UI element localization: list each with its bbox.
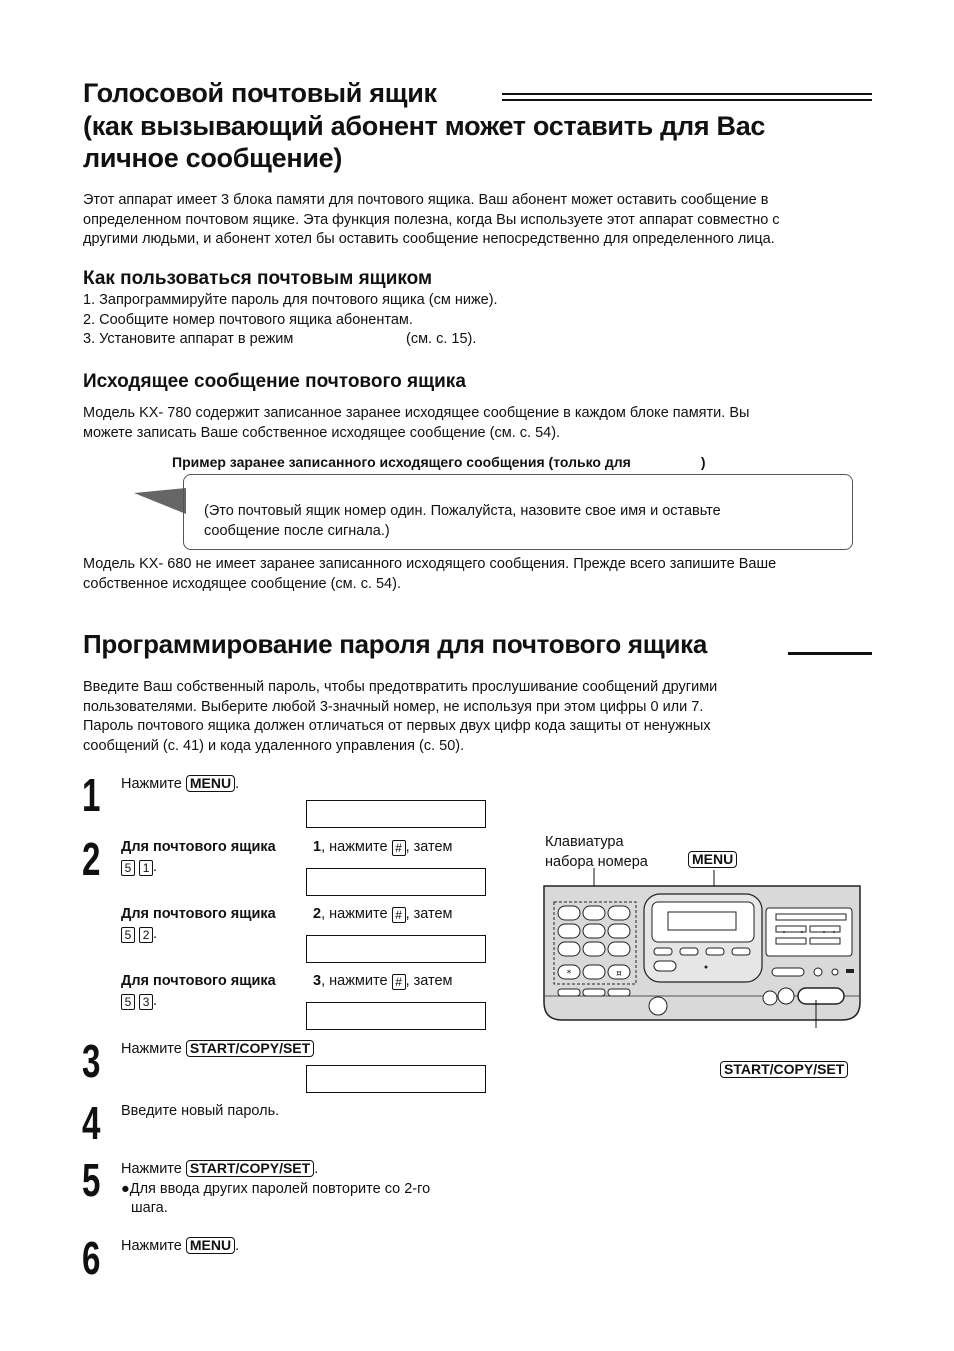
- digit-key-1: 1: [139, 860, 153, 876]
- page-subtitle-line2: личное сообщение): [83, 143, 343, 173]
- step-number-6: 6: [82, 1232, 101, 1284]
- hash-key: #: [392, 907, 406, 923]
- example-caption: Пример заранее записанного исходящего сообщения (только для ): [172, 454, 706, 470]
- step3-text: Нажмите START/COPY/SET: [121, 1040, 314, 1060]
- step2-mailbox-1: Для почтового ящика 1, нажмите # , затем 5 1 .: [121, 839, 453, 875]
- howto-list: [83, 291, 498, 350]
- title-rule: [502, 93, 872, 101]
- outgoing-paragraph: Модель KX- 780 содержит записанное заранее исходящее сообщение в каждом блоке памяти. Вы можете записать Ваше собственное исходящее сообщение (см. с. 54).: [83, 405, 750, 441]
- display-box: [306, 800, 486, 828]
- step-number-5: 5: [82, 1154, 101, 1206]
- step-number-2: 2: [82, 833, 101, 885]
- digit-key-5: 5: [121, 927, 135, 943]
- section2-rule: [788, 652, 872, 655]
- svg-text:*: *: [566, 969, 572, 979]
- step2-mailbox-3: Для почтового ящика 3, нажмите # , затем 5 3 .: [121, 973, 453, 1009]
- step-number-4: 4: [82, 1097, 101, 1149]
- digit-key-5: 5: [121, 860, 135, 876]
- step5-text: Нажмите START/COPY/SET . ●Для ввода других паролей повторите со 2-го шага.: [121, 1160, 431, 1216]
- page-title: Голосовой почтовый ящик: [83, 78, 437, 108]
- display-box: [306, 868, 486, 896]
- digit-key-2: 2: [139, 927, 153, 943]
- display-box: [306, 1002, 486, 1030]
- step4-text: Введите новый пароль.: [121, 1103, 280, 1119]
- menu-key: MENU: [186, 775, 235, 792]
- menu-key: MENU: [186, 1237, 235, 1254]
- bubble-text: (Это почтовый ящик номер один. Пожалуйста, назовите свое имя и оставьте сообщение после сигнала.): [204, 503, 721, 539]
- list-item: 1. Запрограммируйте пароль для почтового ящика (см ниже).: [83, 292, 498, 308]
- step2-mailbox-2: Для почтового ящика 2, нажмите # , затем 5 2 .: [121, 906, 453, 942]
- start-copy-set-key: START/COPY/SET: [186, 1160, 314, 1177]
- step-number-3: 3: [82, 1035, 101, 1087]
- display-box: [306, 1065, 486, 1093]
- list-item: 3. Установите аппарат в режим (см. с. 15).: [83, 331, 477, 347]
- step-number-1: 1: [82, 769, 101, 821]
- start-copy-set-key: START/COPY/SET: [186, 1040, 314, 1057]
- figure-start-label: START/COPY/SET: [720, 1061, 848, 1079]
- display-box: [306, 935, 486, 963]
- step1-text: Нажмите MENU .: [121, 775, 240, 792]
- section2-intro: Введите Ваш собственный пароль, чтобы предотвратить прослушивание сообщений другими пользователями. Выберите любой 3-значный номер, не используя при этом цифры 0 или 7. Пароль почтового ящика должен отличаться от первых двух цифр кода защиты от ненужных сообщений (с. 41) и кода удаленного управления (с. 50).: [83, 679, 718, 754]
- hash-key: #: [392, 840, 406, 856]
- svg-text:¤: ¤: [616, 969, 622, 979]
- outgoing-heading: Исходящее сообщение почтового ящика: [83, 371, 466, 392]
- page-subtitle-line1: (как вызывающий абонент может оставить для Вас: [83, 111, 766, 141]
- howto-heading: Как пользоваться почтовым ящиком: [83, 268, 433, 289]
- keypad-label: Клавиатура набора номера: [545, 834, 648, 870]
- outgoing-paragraph-2: Модель KX- 680 не имеет заранее записанного исходящего сообщения. Прежде всего запишите Ваше собственное исходящее сообщение (см. с. 54).: [83, 556, 777, 592]
- hash-key: #: [392, 974, 406, 990]
- figure-menu-label: MENU: [688, 851, 737, 869]
- section2-title: Программирование пароля для почтового ящика: [83, 629, 707, 659]
- digit-key-5: 5: [121, 994, 135, 1010]
- speech-pointer: [134, 488, 186, 514]
- fax-machine-illustration: [540, 868, 865, 1028]
- list-item: 2. Сообщите номер почтового ящика абонентам.: [83, 311, 413, 328]
- intro-paragraph: Этот аппарат имеет 3 блока памяти для почтового ящика. Ваш абонент может оставить сообщение в определенном почтовом ящике. Эта функция полезна, когда Вы используете этот аппарат совместно с другими людьми, и абонент хотел бы оставить сообщение непосредственно для определенного лица.: [83, 192, 780, 247]
- step6-text: Нажмите MENU .: [121, 1237, 240, 1254]
- digit-key-3: 3: [139, 994, 153, 1010]
